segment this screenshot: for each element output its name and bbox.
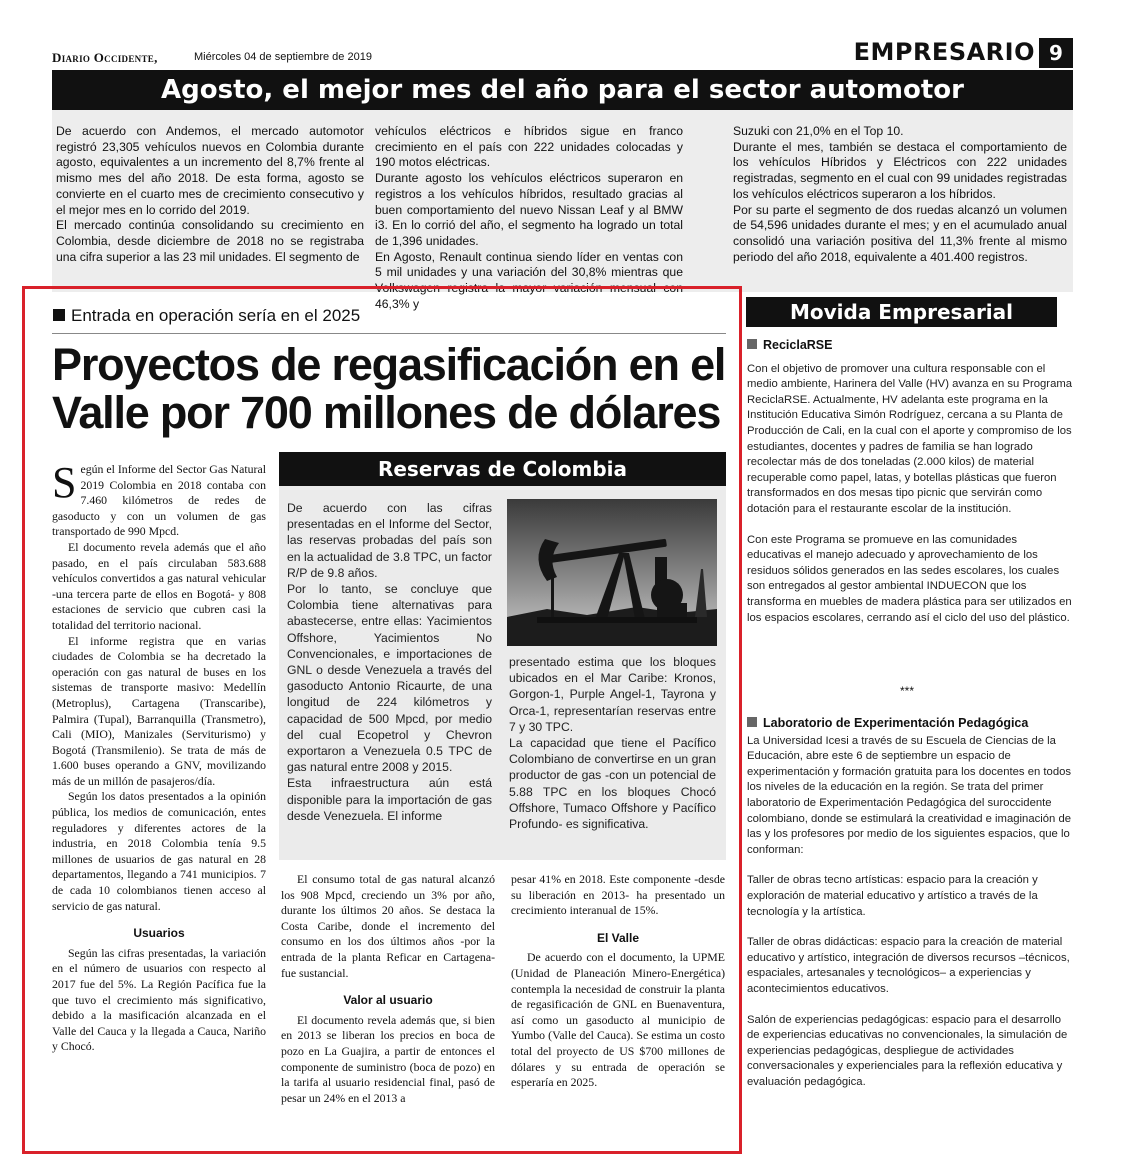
paragraph: El mercado continúa consolidando su crecimiento en Colombia, desde diciembre de 2018 no se registraba una cifra superior a las 23 mil unidades. El segmento de xyxy=(56,218,364,264)
sidebar-item-heading xyxy=(747,716,1073,732)
divider xyxy=(52,333,726,334)
article-kicker xyxy=(53,306,360,326)
paragraph: vehículos eléctricos e híbridos sigue en franco crecimiento en el país con 222 unidades colocadas y 190 motos eléctricas. xyxy=(375,124,683,170)
top-article-column-1 xyxy=(56,124,364,265)
paragraph: Por su parte el segmento de dos ruedas alcanzó un volumen de 54,596 unidades durante el mes; y en el acumulado anual consolidó una variación positiva del 11,3% frente al mismo periodo del año 2018, equivalente a 401.400 registros. xyxy=(733,202,1067,264)
issue-date: Miércoles 04 de septiembre de 2019 xyxy=(194,51,372,63)
paragraph-text: egún el Informe del Sector Gas Natural 2019 Colombia en 2018 contaba con 7.460 kilómetros de redes de gasoducto y con un volumen de gas transportado de 990 Mpcd. xyxy=(52,462,266,539)
heading-text: ReciclaRSE xyxy=(763,338,833,352)
paragraph: De acuerdo con el documento, la UPME (Unidad de Planeación Minero-Energética) contempla la necesidad de construir la planta de regasificación de GNL en Buenaventura, así como un gasoducto al municipio de Yumbo (Valle del Cauca). Se estima un costo total del proyecto de US $700 millones de dólares y su entrada de operación se esperaría en 2025. xyxy=(511,950,725,1090)
main-article-column-3 xyxy=(511,872,725,1091)
paragraph: De acuerdo con las cifras presentadas en el Informe del Sector, las reservas probadas del país son en la actualidad de 3.8 TPC, un factor R/P de 9.8 años. xyxy=(287,501,492,580)
oil-pump-photo xyxy=(507,499,717,646)
reservas-column-right xyxy=(509,654,716,832)
paragraph: El informe registra que en varias ciudades de Colombia se ha decretado la operación con gas natural de buses en los sistemas de transporte masivo: Medellín (Metroplus), Cartagena (Transcaribe), Palmira (Tupal), Barranquilla (Transmetro), Cali (MIO), Manizales (Serviturismo) y Bogotá (Transmilenio). Se trata de más de 1.600 buses operando a GNV, movilizando más de un millón de pasajeros/día. xyxy=(52,633,266,788)
paragraph xyxy=(52,458,266,540)
paragraph: Esta infraestructura aún está disponible para la importación de gas desde Venezuela. El informe xyxy=(287,776,492,823)
section-separator: *** xyxy=(900,684,915,698)
masthead xyxy=(52,38,1073,68)
paragraph: Durante el mes, también se destaca el comportamiento de los vehículos Híbridos y Eléctricos con 222 unidades registradas, segmento en el cual con 99 unidades registradas los vehículos eléctricos superaron a los híbridos. xyxy=(733,139,1067,201)
paragraph: De acuerdo con Andemos, el mercado automotor registró 23,305 vehículos nuevos en Colombia durante agosto, equivalentes a un incremento del 8,7% frente al mismo mes del año 2018. De esta forma, agosto se convierte en el cuarto mes de crecimiento consecutivo y el mejor mes en lo corrido del 2019. xyxy=(56,124,364,217)
sidebar-item-reciclarse xyxy=(747,338,1073,626)
heading-text: Laboratorio de Experimentación Pedagógica xyxy=(763,716,1029,730)
drop-cap: S xyxy=(52,458,77,507)
main-article-column-2 xyxy=(281,872,495,1106)
top-article-column-3 xyxy=(733,124,1067,265)
paragraph: Por lo tanto, se concluye que Colombia tiene alternativas para abastecerse, entre ellas: Yacimientos Offshore, Yacimientos No Convencionales, e importaciones de GNL o desde Venezuela a través del gasoducto Antonio Ricaurte, de una longitud de 224 kilómetros y capacidad de 500 Mpcd, por medio del cual Ecopetrol y Chevron exportaron a Venezuela 0.5 TPC de gas natural entre 2008 y 2015. xyxy=(287,582,492,775)
paragraph: En Agosto, Renault continua siendo líder en ventas con 5 mil unidades y una variación del 30,8% mientras que Volkswagen registra la mayor variación mensual con 46,3% y xyxy=(375,249,683,311)
top-article-column-2 xyxy=(375,124,683,312)
sidebar-item-heading xyxy=(747,338,1073,354)
sidebar-item-laboratorio xyxy=(747,716,1073,1090)
paragraph: Según los datos presentados a la opinión pública, los medios de comunicación, entes reguladores y diferentes actores de la industria, en 2018 Colombia tenía 9.5 millones de usuarios de gas natural en 28 departamentos, llegando a 741 municipios. 7 de cada 10 colombianos tienen acceso al servicio de gas natural. xyxy=(52,789,266,913)
square-bullet-icon xyxy=(53,309,65,321)
paragraph: Durante agosto los vehículos eléctricos superaron en registros a los vehículos híbridos, resultado gracias al buen comportamiento del nuevo Nissan Leaf y al BMW i3. En lo corrió del año, el segmento ha logrado un total de 1,396 unidades. xyxy=(375,171,683,248)
paragraph: presentado estima que los bloques ubicados en el Mar Caribe: Kronos, Gorgon-1, Purple Angel-1, Tayrona y Orca-1, representarían reservas entre 7 y 30 TPC. xyxy=(509,655,716,734)
paragraph: Suzuki con 21,0% en el Top 10. xyxy=(733,124,904,138)
kicker-text: Entrada en operación sería en el 2025 xyxy=(71,306,361,325)
section-name: EMPRESARIO xyxy=(853,38,1035,66)
paragraph: El consumo total de gas natural alcanzó los 908 Mpcd, creciendo un 3% por año, durante los últimos 20 años. Se destaca la Costa Caribe, donde el incremento del consumo en los dos últimos años -por la entrada de la planta Reficar en Cartagena- fue sustancial. xyxy=(281,872,495,980)
sidebar-title: Movida Empresarial xyxy=(746,297,1057,327)
newspaper-name: Diario Occidente, xyxy=(52,50,158,65)
paragraph: Según las cifras presentadas, la variación en el número de usuarios con respecto al 2017 fue del 5%. La Región Pacífica fue la que tuvo el crecimiento más significativo, debido a la masificación alcanzada en el Valle del Cauca y la llegada a Cauca, Nariño y Chocó. xyxy=(52,945,266,1054)
paragraph: pesar 41% en 2018. Este componente -desde su liberación en 2013- ha presentado un crecimiento interanual de 15%. xyxy=(511,872,725,918)
paragraph: Con este Programa se promueve en las comunidades educativas el manejo adecuado y aprovechamiento de los residuos sólidos generados en las sedes escolares, los cuales son entregados al gestor ambiental INDUECON que los transforma en muebles de madera plástica para ser utilizados en los espacios escolares, cerrando así el ciclo del uso del plástico. xyxy=(747,533,1072,624)
reservas-box-title: Reservas de Colombia xyxy=(279,452,726,486)
paragraph: Con el objetivo de promover una cultura responsable con el medio ambiente, Harinera del Valle (HV) avanza en su Programa ReciclaRSE. Actualmente, HV adelanta este programa en la Institución Educativa Simón Rodríguez, cercana a su Planta de Producción de Cali, en la cual con el aporte y compromiso de los estudiantes, docentes y padres de familia se han logrado recolectar más de dos toneladas (2.000 kilos) de material recuperable como papel, latas, y botellas plásticas que fueron transformados en dos mesas tipo picnic que servirán como dotación para el restaurante escolar de la institución. xyxy=(747,362,1073,515)
main-article-column-1 xyxy=(52,458,266,1055)
article-headline: Proyectos de regasificación en el Valle por 700 millones de dólares xyxy=(52,339,726,438)
subhead-usuarios: Usuarios xyxy=(133,926,185,941)
paragraph: El documento revela además que, si bien en 2013 se liberan los precios en boca de pozo en La Guajira, a partir de entonces el componente de suministro (boca de pozo) en la tarifa al usuario residencial final, pasó de pesar un 24% en el 2013 a xyxy=(281,1012,495,1105)
paragraph: Salón de experiencias pedagógicas: espacio para el desarrollo de experiencias educativas no convencionales, la simulación de experiencias pedagógicas, despliegue de actividades conversacionales y experienciales para la reflexión educativa y evaluación pedagógica. xyxy=(747,1013,1068,1088)
subhead-el-valle: El Valle xyxy=(596,930,640,945)
square-bullet-icon xyxy=(747,339,757,349)
page-number: 9 xyxy=(1039,38,1073,68)
paragraph: La capacidad que tiene el Pacífico Colombiano de convertirse en un gran productor de gas -con un potencial de 5.88 TPC en los bloques Chocó Offshore, Tumaco Offshore y Pacífico Profundo- es significativa. xyxy=(509,736,716,832)
reservas-column-left xyxy=(287,500,492,824)
paragraph: El documento revela además que el año pasado, en el país circulaban 583.688 vehículos convertidos a gas natural vehicular -una tercera parte de ellos en Bogotá- y 808 estaciones de servicio que cubren casi la totalidad del territorio nacional. xyxy=(52,539,266,632)
paragraph: La Universidad Icesi a través de su Escuela de Ciencias de la Educación, abre este 6 de septiembre un espacio de experimentación y formación gratuita para los docentes en todos los niveles de la educación en la región. Se trata del primer laboratorio de Experimentación Pedagógica del suroccidente colombiano, donde se estimulará la creatividad e imaginación de las y los profesores por medio de los siguientes espacios, que lo conforman: xyxy=(747,734,1072,856)
square-bullet-icon xyxy=(747,717,757,727)
subhead-valor-al-usuario: Valor al usuario xyxy=(343,993,433,1008)
paragraph: Taller de obras tecno artísticas: espacio para la creación y exploración de material educativo y artístico a través de la tecnología y la artística. xyxy=(747,874,1038,918)
top-article-title: Agosto, el mejor mes del año para el sector automotor xyxy=(52,70,1073,110)
paragraph: Taller de obras didácticas: espacio para la creación de material educativo y artístico, integración de diversos recursos –técnicos, espaciales, artesanales y tecnológicos– a experiencias y acontecimientos educativos. xyxy=(747,936,1070,995)
